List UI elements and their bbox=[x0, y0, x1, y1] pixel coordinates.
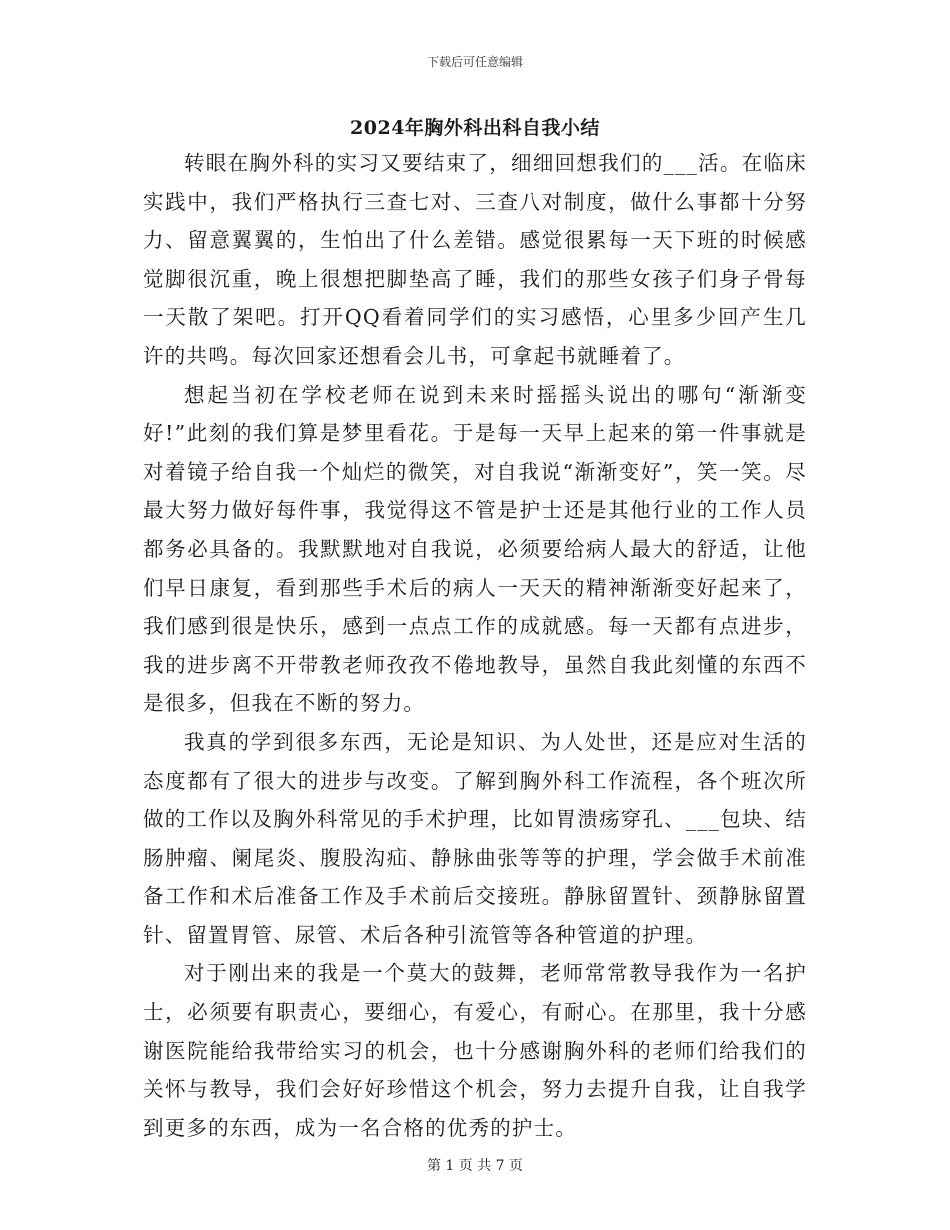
paragraph-2: 想起当初在学校老师在说到未来时摇摇头说出的哪句“渐渐变好!”此刻的我们算是梦里看花。于是每一天早上起来的第一件事就是对着镜子给自我一个灿烂的微笑，对自我说“渐渐变好”，笑一笑。尽最大努力做好每件事，我觉得这不管是护士还是其他行业的工作人员都务必具备的。我默默地对自我说，必须要给病人最大的舒适，让他们早日康复，看到那些手术后的病人一天天的精神渐渐变好起来了，我们感到很是快乐，感到一点点工作的成就感。每一天都有点进步，我的进步离不开带教老师孜孜不倦地教导，虽然自我此刻懂的东西不是很多，但我在不断的努力。 bbox=[143, 382, 807, 716]
header-note: 下载后可任意编辑 bbox=[426, 55, 523, 69]
document-title: 2024年胸外科出科自我小结 bbox=[350, 117, 600, 139]
paragraph-3: 我真的学到很多东西，无论是知识、为人处世，还是应对生活的态度都有了很大的进步与改变。了解到胸外科工作流程，各个班次所做的工作以及胸外科常见的手术护理，比如胃溃疡穿孔、___包块、结肠肿瘤、阑尾炎、腹股沟疝、静脉曲张等等的护理，学会做手术前准备工作和术后准备工作及手术前后交接班。静脉留置针、颈静脉留置针、留置胃管、尿管、术后各种引流管等各种管道的护理。 bbox=[143, 729, 807, 947]
paragraph-1: 转眼在胸外科的实习又要结束了，细细回想我们的___活。在临床实践中，我们严格执行三查七对、三查八对制度，做什么事都十分努力、留意翼翼的，生怕出了什么差错。感觉很累每一天下班的时候感觉脚很沉重，晚上很想把脚垫高了睡，我们的那些女孩子们身子骨每一天散了架吧。打开QQ看着同学们的实习感悟，心里多少回产生几许的共鸣。每次回家还想看会儿书，可拿起书就睡着了。 bbox=[143, 151, 807, 368]
paragraph-4: 对于刚出来的我是一个莫大的鼓舞，老师常常教导我作为一名护士，必须要有职责心，要细心，有爱心，有耐心。在那里，我十分感谢医院能给我带给实习的机会，也十分感谢胸外科的老师们给我们的关怀与教导，我们会好好珍惜这个机会，努力去提升自我，让自我学到更多的东西，成为一名合格的优秀的护士。 bbox=[143, 961, 807, 1140]
page-number-footer: 第 1 页 共 7 页 bbox=[426, 1158, 524, 1174]
document-body bbox=[143, 144, 807, 1147]
